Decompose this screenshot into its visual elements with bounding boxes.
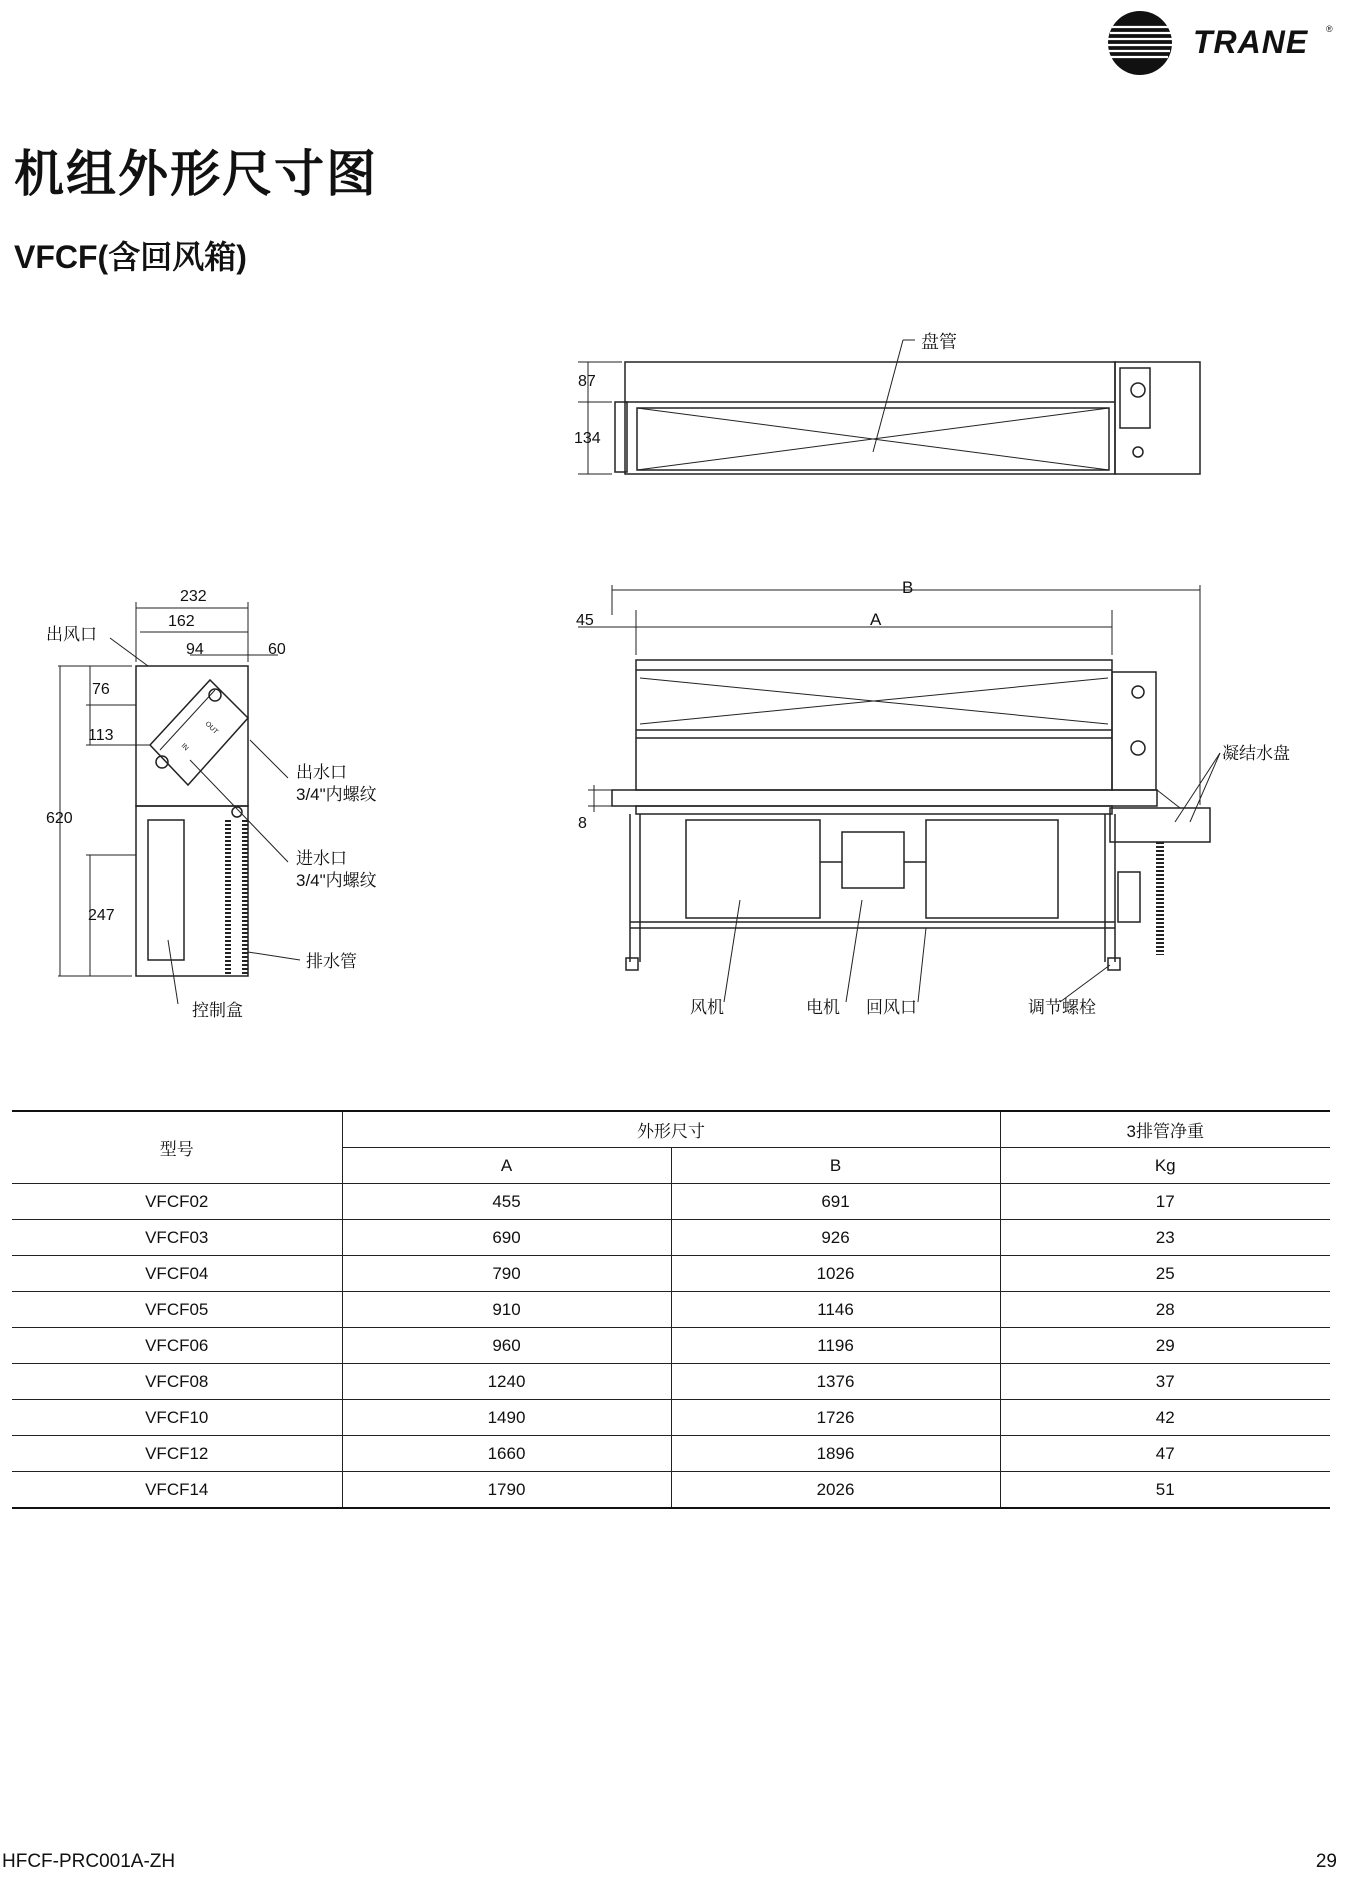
registered-mark: ® xyxy=(1326,24,1333,34)
label-fan: 风机 xyxy=(690,998,724,1017)
top-view-drawing xyxy=(574,332,1200,474)
dim-45: 45 xyxy=(576,612,594,629)
cell-b: 2026 xyxy=(671,1472,1000,1509)
dim-B: B xyxy=(902,578,914,597)
dim-87: 87 xyxy=(578,373,596,390)
dim-113: 113 xyxy=(88,727,114,744)
table-row xyxy=(12,1436,1330,1472)
table-row xyxy=(12,1292,1330,1328)
label-water-out-thread: 3/4"内螺纹 xyxy=(296,785,377,804)
label-coil: 盘管 xyxy=(921,332,957,352)
cell-model: VFCF08 xyxy=(12,1364,342,1400)
cell-a: 1490 xyxy=(342,1400,671,1436)
cell-b: 691 xyxy=(671,1184,1000,1220)
table-row xyxy=(12,1256,1330,1292)
table-row xyxy=(12,1328,1330,1364)
cell-model: VFCF04 xyxy=(12,1256,342,1292)
dim-232: 232 xyxy=(180,588,207,605)
cell-kg: 25 xyxy=(1000,1256,1330,1292)
cell-b: 1896 xyxy=(671,1436,1000,1472)
cell-kg: 51 xyxy=(1000,1472,1330,1509)
label-water-in: 进水口 xyxy=(296,849,347,868)
brand-wordmark: TRANE xyxy=(1193,24,1309,60)
label-adjust-bolt: 调节螺栓 xyxy=(1028,998,1096,1017)
header-kg: Kg xyxy=(1000,1148,1330,1184)
cell-kg: 47 xyxy=(1000,1436,1330,1472)
dim-620: 620 xyxy=(46,810,73,827)
page-subtitle: VFCF(含回风箱) xyxy=(14,239,247,275)
dim-247: 247 xyxy=(88,907,115,924)
cell-model: VFCF12 xyxy=(12,1436,342,1472)
table-row xyxy=(12,1400,1330,1436)
dimension-weight-table xyxy=(12,1110,1330,1509)
cell-a: 790 xyxy=(342,1256,671,1292)
cell-a: 455 xyxy=(342,1184,671,1220)
label-water-in-thread: 3/4"内螺纹 xyxy=(296,871,377,890)
table-row xyxy=(12,1364,1330,1400)
cell-model: VFCF14 xyxy=(12,1472,342,1509)
cell-b: 1146 xyxy=(671,1292,1000,1328)
cell-model: VFCF06 xyxy=(12,1328,342,1364)
cell-a: 1240 xyxy=(342,1364,671,1400)
cell-a: 1660 xyxy=(342,1436,671,1472)
label-control-box: 控制盒 xyxy=(192,1001,243,1020)
cap-in: IN xyxy=(179,742,190,753)
dim-60: 60 xyxy=(268,641,286,658)
label-water-out: 出水口 xyxy=(296,763,347,782)
cell-b: 1376 xyxy=(671,1364,1000,1400)
cell-model: VFCF05 xyxy=(12,1292,342,1328)
dim-134: 134 xyxy=(574,430,601,447)
cell-b: 1026 xyxy=(671,1256,1000,1292)
cell-model: VFCF10 xyxy=(12,1400,342,1436)
label-drain-pipe: 排水管 xyxy=(306,952,357,971)
cell-a: 690 xyxy=(342,1220,671,1256)
cap-out: OUT xyxy=(203,720,219,736)
cell-b: 926 xyxy=(671,1220,1000,1256)
table-row xyxy=(12,1220,1330,1256)
dim-162: 162 xyxy=(168,613,195,630)
header-b: B xyxy=(671,1148,1000,1184)
table-row xyxy=(12,1472,1330,1509)
side-view-drawing xyxy=(46,588,377,1020)
cell-a: 910 xyxy=(342,1292,671,1328)
cell-a: 960 xyxy=(342,1328,671,1364)
cell-kg: 37 xyxy=(1000,1364,1330,1400)
header-dimensions: 外形尺寸 xyxy=(342,1111,1000,1148)
cell-kg: 28 xyxy=(1000,1292,1330,1328)
cell-kg: 29 xyxy=(1000,1328,1330,1364)
dimension-drawings xyxy=(0,320,1345,1040)
dim-8: 8 xyxy=(578,815,587,832)
page-title: 机组外形尺寸图 xyxy=(14,146,378,202)
header-weight: 3排管净重 xyxy=(1000,1111,1330,1148)
header-a: A xyxy=(342,1148,671,1184)
cell-a: 1790 xyxy=(342,1472,671,1509)
trane-emblem-icon xyxy=(1098,10,1182,76)
cell-kg: 23 xyxy=(1000,1220,1330,1256)
front-view-drawing xyxy=(576,578,1290,1017)
dim-76: 76 xyxy=(92,681,110,698)
cell-kg: 17 xyxy=(1000,1184,1330,1220)
label-outlet-air: 出风口 xyxy=(46,625,97,644)
cell-b: 1196 xyxy=(671,1328,1000,1364)
label-motor: 电机 xyxy=(806,998,840,1017)
label-drain-pan: 凝结水盘 xyxy=(1222,744,1290,763)
header-model: 型号 xyxy=(12,1111,342,1184)
table-row xyxy=(12,1184,1330,1220)
label-return-air: 回风口 xyxy=(866,998,917,1017)
cell-model: VFCF02 xyxy=(12,1184,342,1220)
cell-kg: 42 xyxy=(1000,1400,1330,1436)
page-number: 29 xyxy=(1315,1851,1337,1872)
cell-model: VFCF03 xyxy=(12,1220,342,1256)
trane-logo xyxy=(1098,10,1338,76)
cell-b: 1726 xyxy=(671,1400,1000,1436)
dim-A: A xyxy=(870,610,882,629)
dim-94: 94 xyxy=(186,641,204,658)
document-code: HFCF-PRC001A-ZH xyxy=(2,1851,176,1872)
